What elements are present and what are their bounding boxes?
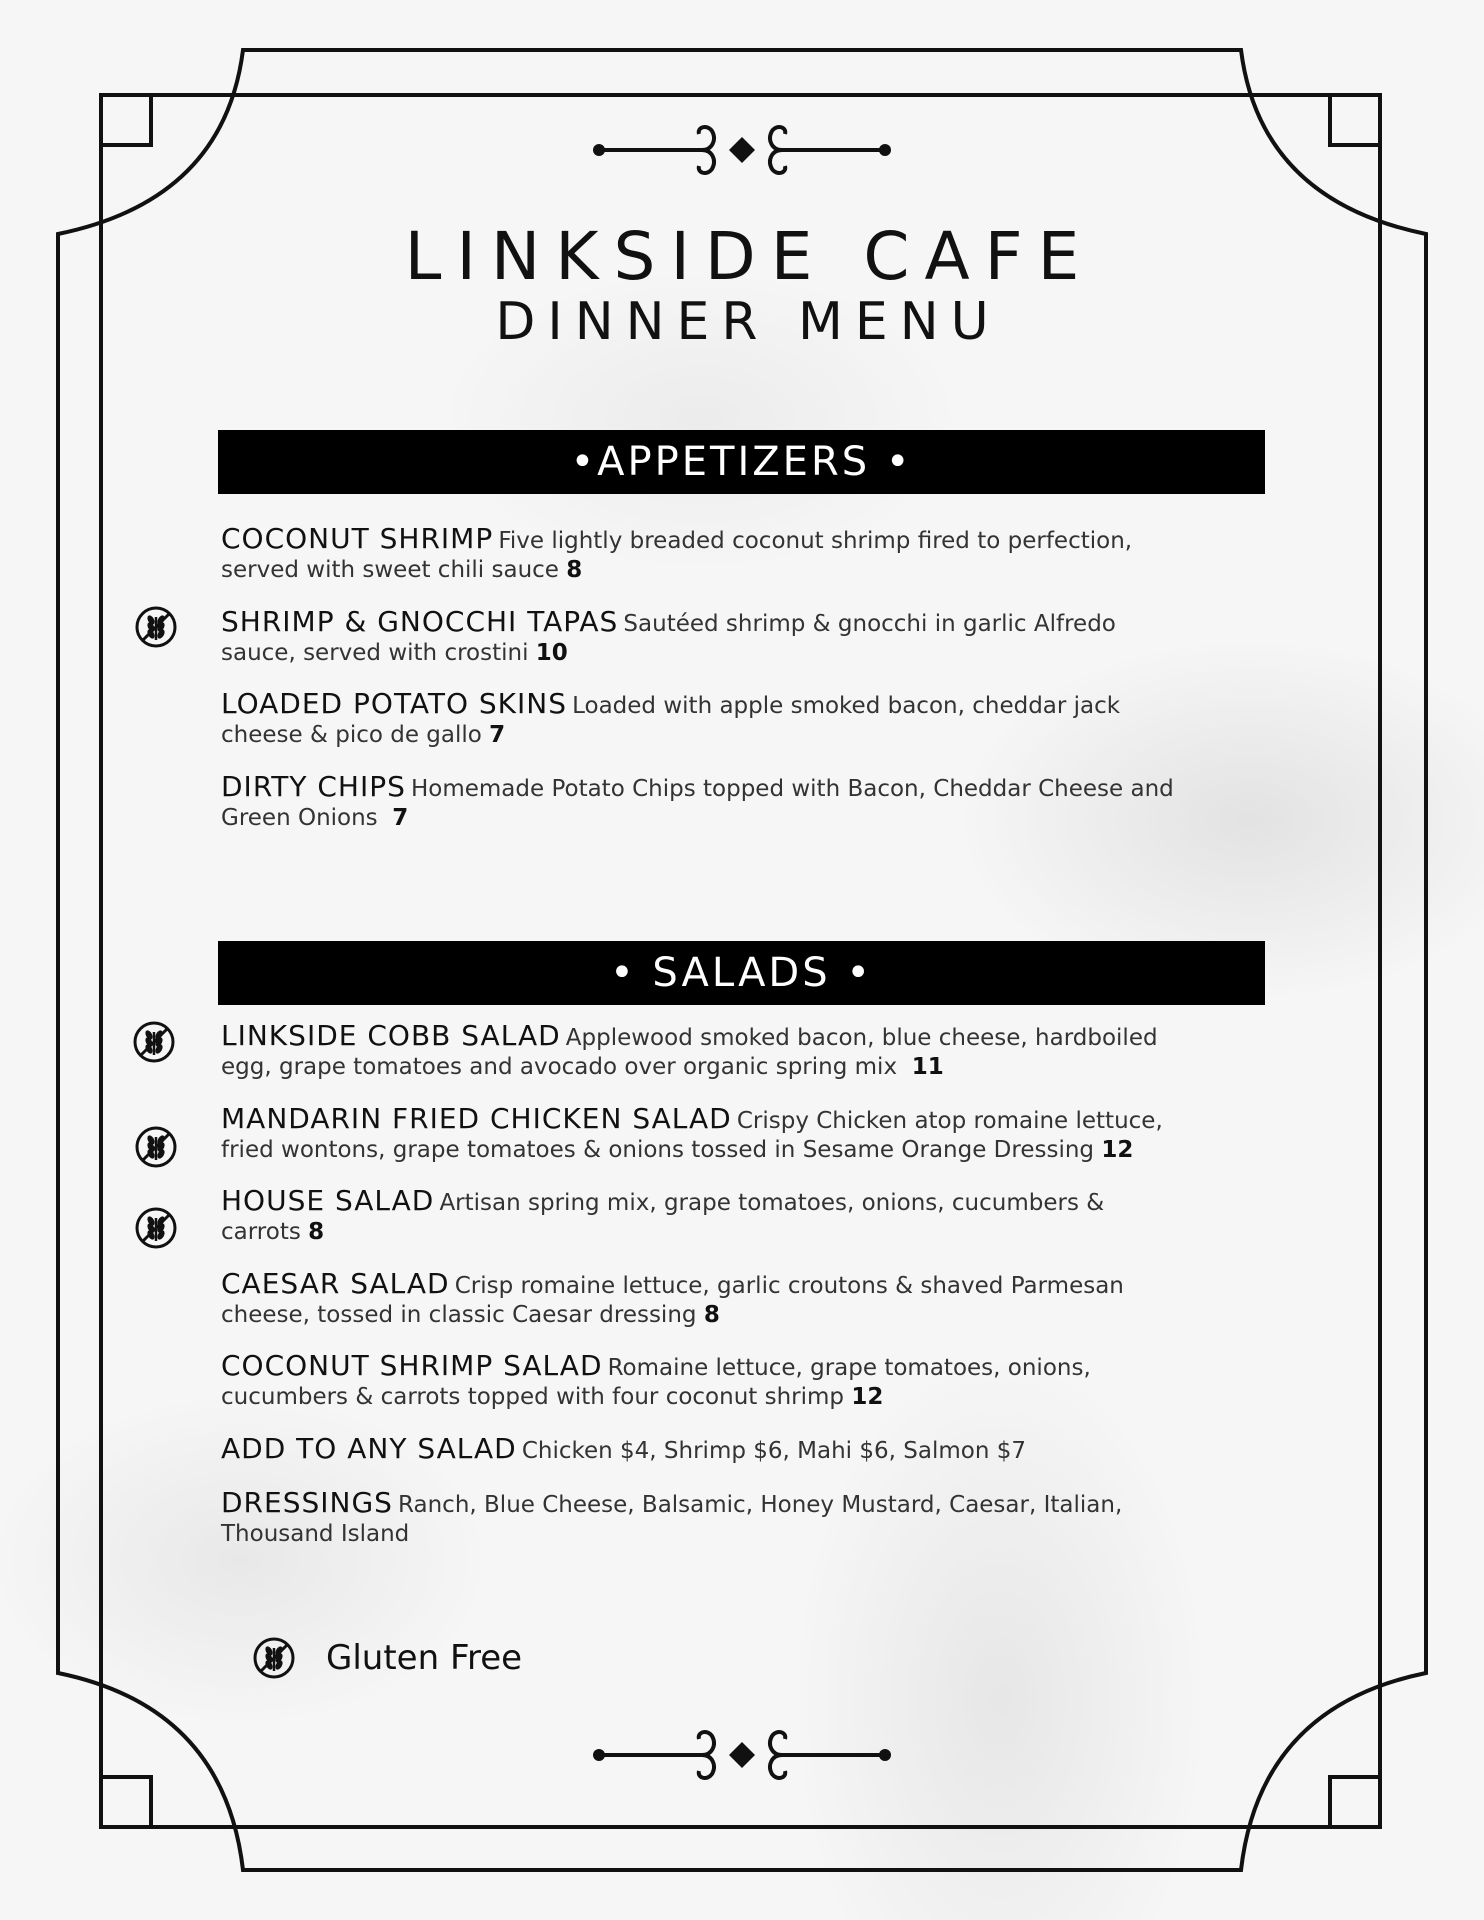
menu-item [221, 605, 1271, 688]
menu-item [221, 522, 1271, 605]
item-description: Five lightly breaded coconut shrimp fired to perfection, [498, 528, 1133, 554]
item-price: 8 [703, 1301, 720, 1328]
menu-item [221, 770, 1271, 853]
gluten-free-icon [134, 1206, 178, 1250]
item-price: 7 [392, 804, 409, 831]
item-description: Artisan spring mix, grape tomatoes, onions, cucumbers & [439, 1190, 1105, 1216]
item-description: sauce, served with crostini [221, 639, 529, 666]
item-price: 11 [911, 1054, 944, 1080]
gluten-free-icon [132, 1020, 176, 1064]
item-description: Crisp romaine lettuce, garlic croutons & shaved Parmesan [454, 1272, 1124, 1299]
item-description: Loaded with apple smoked bacon, cheddar jack [572, 693, 1121, 719]
menu-subtitle: DINNER MENU [495, 292, 1001, 352]
item-name: LINKSIDE COBB SALAD [221, 1019, 561, 1052]
top-flourish-ornament [587, 115, 897, 185]
item-description: cucumbers & carrots topped with four coconut shrimp [221, 1384, 845, 1410]
menu-item [221, 687, 1271, 770]
item-name: COCONUT SHRIMP [221, 522, 494, 555]
gluten-free-label: Gluten Free [326, 1638, 523, 1678]
item-name: MANDARIN FRIED CHICKEN SALAD [221, 1101, 732, 1135]
menu-item [221, 1019, 1271, 1102]
menu-item [221, 1486, 1271, 1569]
item-price: 10 [535, 639, 568, 666]
item-description: fried wontons, grape tomatoes & onions tossed in Sesame Orange Dressing [221, 1136, 1095, 1163]
item-name: DIRTY CHIPS [221, 769, 406, 803]
menu-item [221, 1102, 1271, 1185]
appetizers-list [221, 522, 1271, 852]
item-description: cheese & pico de gallo [221, 722, 482, 748]
item-price: 7 [489, 722, 506, 748]
item-name: HOUSE SALAD [221, 1184, 435, 1217]
item-description: Sautéed shrimp & gnocchi in garlic Alfredo [623, 610, 1116, 637]
menu-item [221, 1184, 1271, 1267]
item-description: Ranch, Blue Cheese, Balsamic, Honey Mustard, Caesar, Italian, [398, 1491, 1123, 1518]
item-name: ADD TO ANY SALAD [221, 1431, 517, 1465]
bottom-flourish-ornament [587, 1720, 897, 1790]
menu-item [221, 1267, 1271, 1350]
item-name: SHRIMP & GNOCCHI TAPAS [221, 604, 619, 638]
item-description: carrots [221, 1219, 301, 1245]
item-description: Homemade Potato Chips topped with Bacon, Cheddar Cheese and [410, 775, 1174, 802]
salads-list [221, 1019, 1271, 1568]
item-description: egg, grape tomatoes and avocado over organic spring mix [221, 1054, 898, 1080]
gluten-free-icon [134, 1125, 178, 1169]
restaurant-title: LINKSIDE CAFE [404, 218, 1095, 295]
gluten-free-icon [134, 605, 178, 649]
gluten-free-legend [252, 1636, 522, 1680]
item-name: CAESAR SALAD [221, 1266, 450, 1300]
item-price: 8 [566, 557, 583, 583]
item-description: Chicken $4, Shrimp $6, Mahi $6, Salmon $7 [521, 1437, 1026, 1464]
appetizers-heading: •APPETIZERS • [218, 430, 1265, 494]
item-description: Green Onions [221, 804, 378, 831]
item-name: DRESSINGS [221, 1485, 393, 1519]
item-name: COCONUT SHRIMP SALAD [221, 1349, 603, 1382]
item-description: Romaine lettuce, grape tomatoes, onions, [607, 1355, 1091, 1381]
menu-item [221, 1349, 1271, 1432]
item-name: LOADED POTATO SKINS [221, 687, 568, 720]
item-description: Thousand Island [221, 1520, 410, 1547]
item-price: 12 [1101, 1136, 1134, 1163]
item-description: served with sweet chili sauce [221, 557, 559, 583]
menu-item [221, 1432, 1271, 1486]
salads-heading: • SALADS • [218, 941, 1265, 1005]
item-description: cheese, tossed in classic Caesar dressing [221, 1301, 697, 1328]
item-price: 12 [851, 1384, 884, 1410]
item-price: 8 [308, 1219, 325, 1245]
gluten-free-icon [252, 1636, 296, 1680]
item-description: Applewood smoked bacon, blue cheese, hardboiled [565, 1025, 1158, 1051]
item-description: Crispy Chicken atop romaine lettuce, [736, 1107, 1163, 1134]
